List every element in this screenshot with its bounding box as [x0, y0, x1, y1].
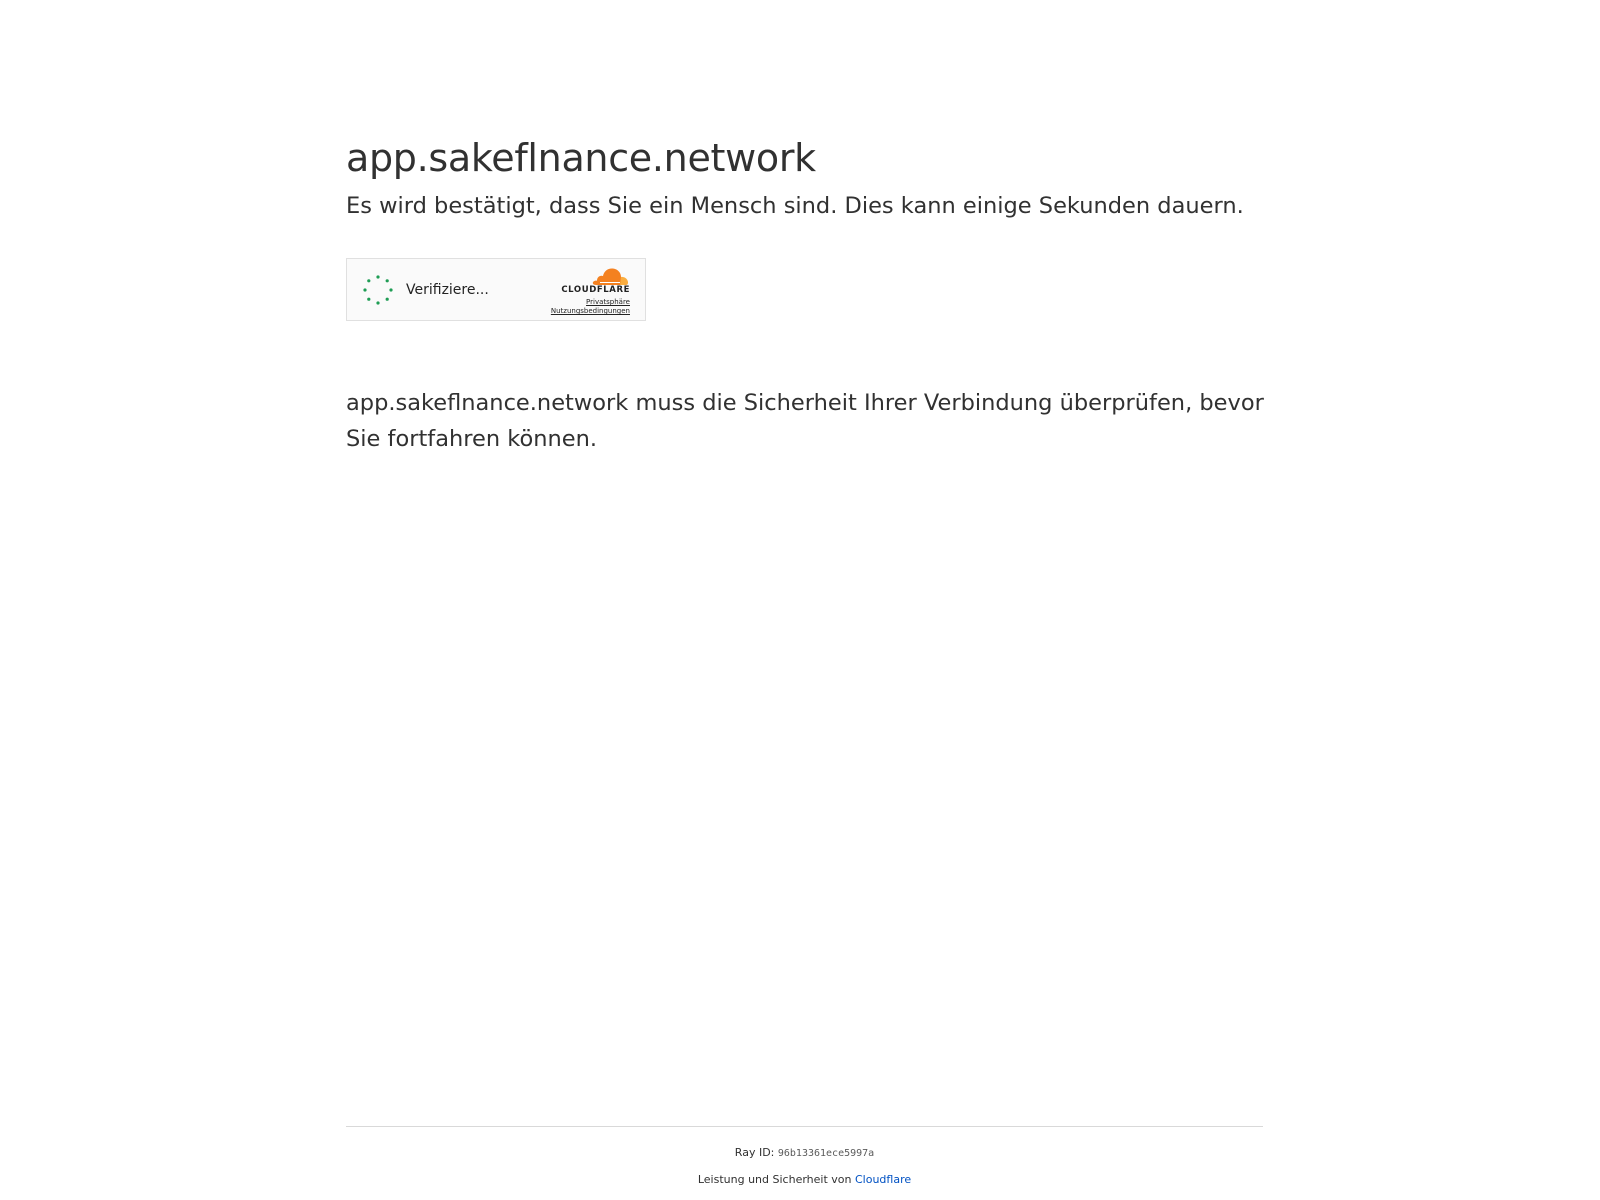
security-check-message: app.sakeflnance.network muss die Sicherheit Ihrer Verbindung überprüfen, bevor Sie fortfahren können. — [346, 390, 1264, 452]
turnstile-widget[interactable] — [346, 258, 646, 321]
cloudflare-wordmark: CLOUDFLARE — [561, 285, 630, 295]
verification-subtitle: Es wird bestätigt, dass Sie ein Mensch sind. Dies kann einige Sekunden dauern. — [346, 193, 1244, 219]
cloudflare-branding — [530, 265, 630, 317]
loading-spinner-icon — [363, 275, 393, 305]
performance-text: Leistung und Sicherheit von — [697, 1173, 852, 1186]
footer — [346, 1126, 1263, 1188]
site-title: app.sakeflnance.network — [346, 136, 816, 180]
ray-id-line — [346, 1145, 1263, 1162]
terms-link[interactable]: Nutzungsbedingungen — [550, 307, 630, 315]
main-content — [346, 130, 1264, 452]
cloudflare-footer-link[interactable]: Cloudflare — [854, 1173, 912, 1186]
verifying-status: Verifiziere... — [406, 282, 489, 298]
performance-line — [346, 1172, 1263, 1188]
ray-id-label: Ray ID: — [734, 1146, 775, 1159]
cloudflare-logo-icon — [590, 265, 630, 287]
ray-id-value: 96b13361ece5997a — [777, 1148, 875, 1159]
privacy-link[interactable]: Privatsphäre — [586, 298, 630, 306]
